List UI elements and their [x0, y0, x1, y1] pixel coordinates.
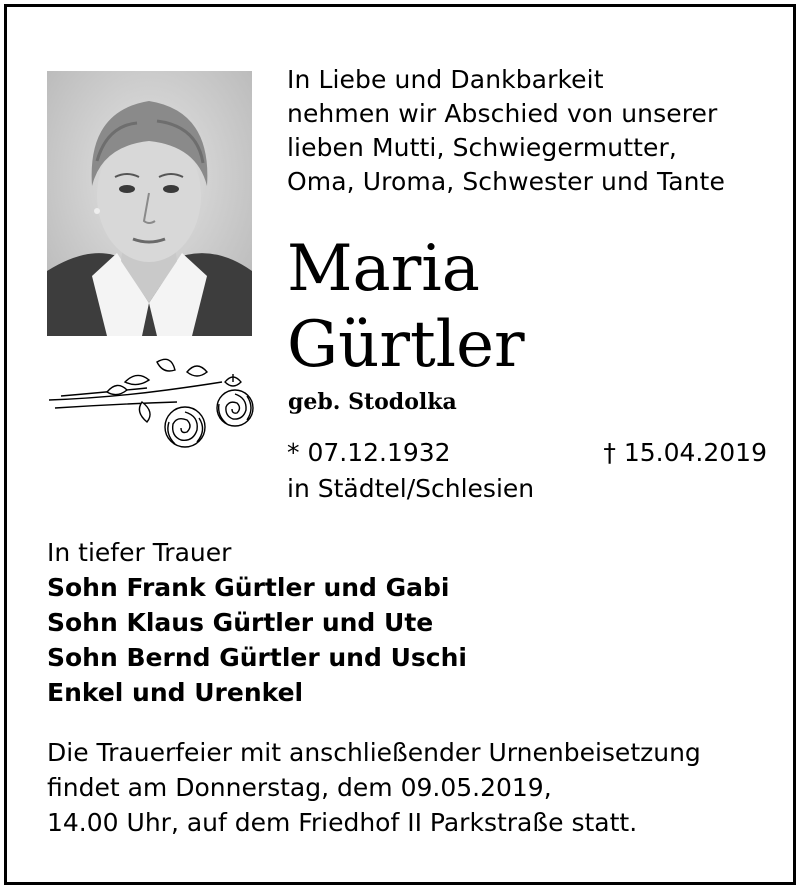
mourners-block: [47, 535, 747, 710]
roses-illustration: [47, 352, 257, 452]
mourner-entry: Enkel und Urenkel: [47, 678, 304, 707]
service-line: Die Trauerfeier mit anschließender Urnenbeisetzung: [47, 738, 701, 767]
birth-name: geb. Stodolka: [288, 389, 457, 415]
intro-text: [287, 63, 787, 199]
service-line: findet am Donnerstag, dem 09.05.2019,: [47, 773, 552, 802]
service-line: 14.00 Uhr, auf dem Friedhof II Parkstraße statt.: [47, 808, 638, 837]
life-dates: [287, 435, 767, 507]
mourning-heading: In tiefer Trauer: [47, 538, 232, 567]
last-name: Gürtler: [287, 308, 525, 382]
portrait-photo: [47, 71, 252, 336]
deceased-name: [287, 231, 525, 383]
mourner-entry: Sohn Klaus Gürtler und Ute: [47, 608, 434, 637]
intro-line: nehmen wir Abschied von unserer: [287, 99, 718, 128]
intro-line: lieben Mutti, Schwiegermutter,: [287, 133, 677, 162]
intro-line: Oma, Uroma, Schwester und Tante: [287, 167, 725, 196]
funeral-service-info: [47, 735, 787, 840]
mourner-entry: Sohn Bernd Gürtler und Uschi: [47, 643, 467, 672]
first-name: Maria: [287, 232, 480, 306]
intro-line: In Liebe und Dankbarkeit: [287, 65, 604, 94]
death-date: † 15.04.2019: [603, 438, 767, 467]
birth-date: * 07.12.1932: [287, 438, 451, 467]
mourner-entry: Sohn Frank Gürtler und Gabi: [47, 573, 450, 602]
birthplace: in Städtel/Schlesien: [287, 474, 535, 503]
obituary-frame: [4, 4, 796, 885]
